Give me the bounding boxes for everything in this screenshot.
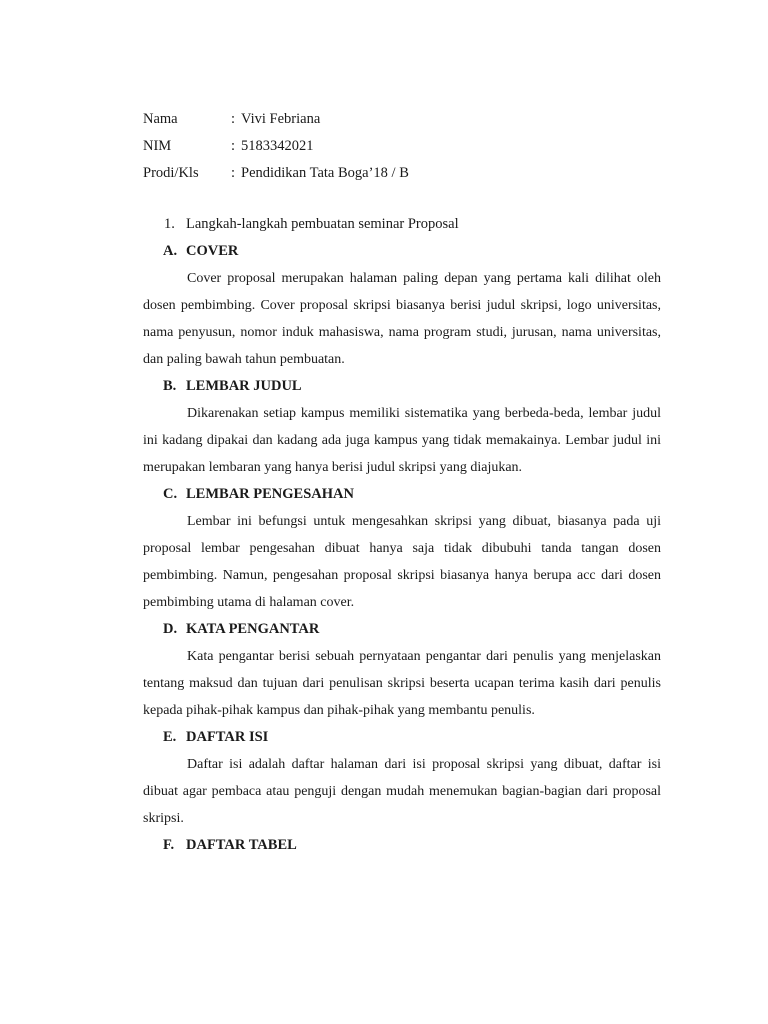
nim-colon: : [231, 138, 236, 154]
identity-nim-row [143, 135, 661, 162]
section-body-cover: Cover proposal merupakan halaman paling depan yang pertama kali dilihat oleh dosen pembimbing. Cover proposal skripsi biasanya berisi judul skripsi, logo universitas, nama penyusun, nomor induk mahasiswa, nama program studi, jurusan, nama universitas, dan paling bawah tahun pembuatan. [143, 271, 661, 367]
section-heading-kata-pengantar [143, 617, 661, 643]
document-page [143, 108, 661, 859]
section-title: LEMBAR PENGESAHAN [186, 486, 354, 502]
section-body-lembar-pengesahan: Lembar ini befungsi untuk mengesahkan skripsi yang dibuat, biasanya pada uji proposal lembar pengesahan dibuat hanya saja tidak dibubuhi tanda tangan dosen pembimbing. Namun, pengesahan proposal skripsi biasanya hanya berupa acc dari dosen pembimbing utama di halaman cover. [143, 514, 661, 610]
prodi-colon: : [231, 165, 236, 181]
section-title: DAFTAR TABEL [186, 837, 297, 853]
section-letter: A. [163, 243, 178, 259]
section-heading-daftar-isi [143, 725, 661, 751]
section-letter: C. [163, 486, 178, 502]
section-title: KATA PENGANTAR [186, 621, 320, 637]
identity-prodi-row [143, 162, 661, 189]
section-body-lembar-judul: Dikarenakan setiap kampus memiliki sistematika yang berbeda-beda, lembar judul ini kadang dipakai dan kadang ada juga kampus yang tidak memakainya. Lembar judul ini merupakan lembaran yang hanya berisi judul skripsi yang diajukan. [143, 406, 661, 475]
numbered-item [143, 213, 661, 239]
section-heading-cover [143, 239, 661, 265]
nim-value: 5183342021 [241, 138, 314, 154]
section-heading-lembar-pengesahan [143, 482, 661, 508]
section-title: LEMBAR JUDUL [186, 378, 302, 394]
section-heading-lembar-judul [143, 374, 661, 400]
section-letter: D. [163, 621, 178, 637]
numbered-item-text: Langkah-langkah pembuatan seminar Proposal [186, 216, 459, 232]
section-body-daftar-isi: Daftar isi adalah daftar halaman dari isi proposal skripsi yang dibuat, daftar isi dibuat agar pembaca atau penguji dengan mudah menemukan bagian-bagian dari proposal skripsi. [143, 757, 661, 826]
numbered-item-number: 1. [164, 216, 175, 232]
name-colon: : [231, 111, 236, 127]
identity-name-row [143, 108, 661, 135]
section-heading-daftar-tabel [143, 833, 661, 859]
nim-label: NIM [143, 138, 172, 154]
section-letter: B. [163, 378, 177, 394]
prodi-value: Pendidikan Tata Boga’18 / B [241, 165, 409, 181]
section-title: DAFTAR ISI [186, 729, 269, 745]
name-label: Nama [143, 111, 178, 127]
prodi-label: Prodi/Kls [143, 165, 199, 181]
section-letter: F. [163, 837, 175, 853]
section-letter: E. [163, 729, 177, 745]
section-title: COVER [186, 243, 239, 259]
section-body-kata-pengantar: Kata pengantar berisi sebuah pernyataan pengantar dari penulis yang menjelaskan tentang maksud dan tujuan dari penulisan skripsi beserta ucapan terima kasih dari penulis kepada pihak-pihak kampus dan pihak-pihak yang membantu penulis. [143, 649, 661, 718]
name-value: Vivi Febriana [241, 111, 321, 127]
